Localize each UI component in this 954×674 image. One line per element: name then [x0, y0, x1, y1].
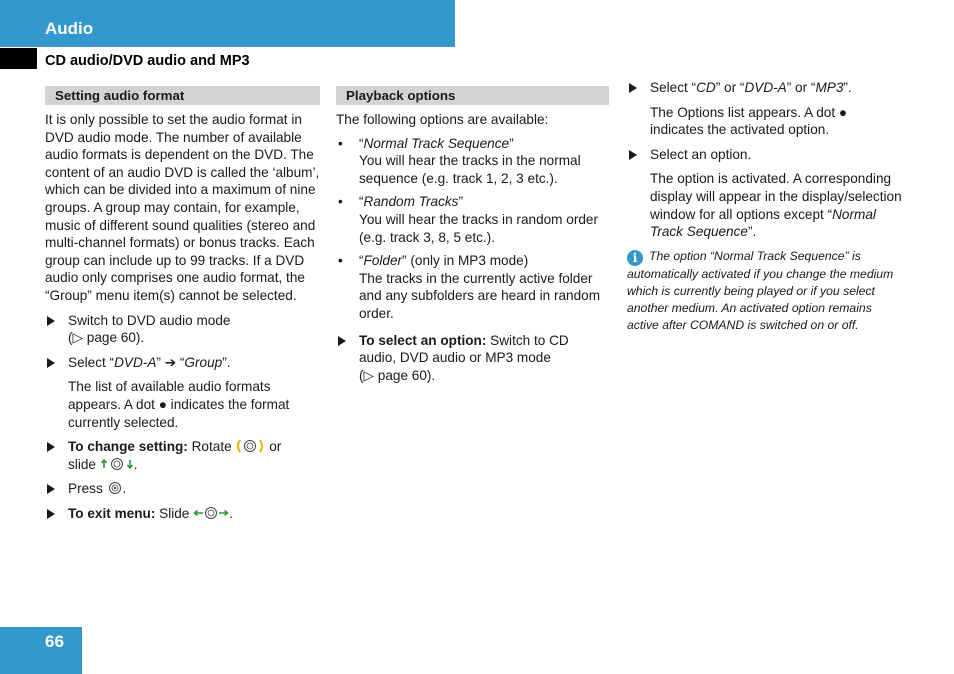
section-marker [0, 48, 37, 69]
step-press: Press . [45, 480, 320, 498]
step-change-setting: To change setting: Rotate or slide . [45, 438, 320, 473]
step-arrow-icon [47, 509, 55, 519]
slide-left-right-controller-icon [193, 506, 229, 520]
column-setting-audio-format [45, 86, 320, 529]
step-arrow-icon [47, 316, 55, 326]
footer-bar [0, 627, 82, 674]
note-option-activated: The option is activated. A corresponding display will appear in the display/selection window for all options except “Normal Track Sequence”. [650, 171, 902, 240]
step-switch-dvd-audio: Switch to DVD audio mode (▷ page 60). [45, 312, 320, 347]
column-playback-options [336, 86, 609, 391]
step-select-source: Select “CD” or “DVD-A” or “MP3”. [627, 79, 902, 97]
intro-paragraph: It is only possible to set the audio format in DVD audio mode. The number of available audio formats is dependent on the DVD. The content of an audio DVD is called the ‘album’, which can be divided into a maximum of nine groups. A group may contain, for example, music of different sound qualities (stereo and multi-channel formats) or bonus tracks. Each group can include up to 99 tracks. If a DVD audio only comprises one audio format, the “Group” menu item(s) cannot be selected. [45, 112, 320, 303]
step-select-an-option: Select an option. [627, 146, 902, 164]
step-arrow-icon [338, 336, 346, 346]
step-exit-menu: To exit menu: Slide . [45, 505, 320, 523]
option-normal-track-sequence: • “Normal Track Sequence” You will hear the tracks in the normal sequence (e.g. track 1, 2, 3 etc.). [338, 135, 581, 186]
heading-setting-audio-format: Setting audio format [45, 86, 320, 105]
heading-playback-options: Playback options [336, 86, 609, 105]
info-note: i The option “Normal Track Sequence” is automatically activated if you change the medium which is currently being played or if you select another medium. An activated option remains active after COMAND is switched on or off. [627, 248, 894, 332]
rotate-controller-icon [235, 439, 265, 453]
chapter-title: Audio [45, 19, 94, 38]
slide-up-down-controller-icon [100, 457, 134, 471]
step-arrow-icon [47, 484, 55, 494]
step-arrow-icon [47, 358, 55, 368]
info-icon: i [627, 250, 643, 266]
step-select-group: Select “DVD-A” ➔ “Group”. [45, 354, 320, 372]
page-number: 66 [45, 632, 64, 651]
step-select-option-mode: To select an option: Switch to CD audio, DVD audio or MP3 mode (▷ page 60). [336, 332, 609, 385]
option-folder: • “Folder” (only in MP3 mode) The tracks in the currently active folder and any subfolders are heard in random order. [338, 253, 601, 321]
menu-path-arrow-icon: ➔ [164, 354, 177, 370]
step-arrow-icon [47, 442, 55, 452]
column-select-option [627, 79, 902, 334]
option-random-tracks: • “Random Tracks” You will hear the tracks in random order (e.g. track 3, 8, 5 etc.). [338, 194, 599, 245]
note-options-list: The Options list appears. A dot ● indicates the activated option. [650, 104, 848, 138]
section-title: CD audio/DVD audio and MP3 [45, 53, 250, 69]
step-arrow-icon [629, 150, 637, 160]
step-arrow-icon [629, 83, 637, 93]
note-format-list: The list of available audio formats appears. A dot ● indicates the format currently selected. [68, 379, 290, 430]
press-controller-icon [107, 481, 123, 495]
options-intro: The following options are available: [336, 112, 549, 127]
